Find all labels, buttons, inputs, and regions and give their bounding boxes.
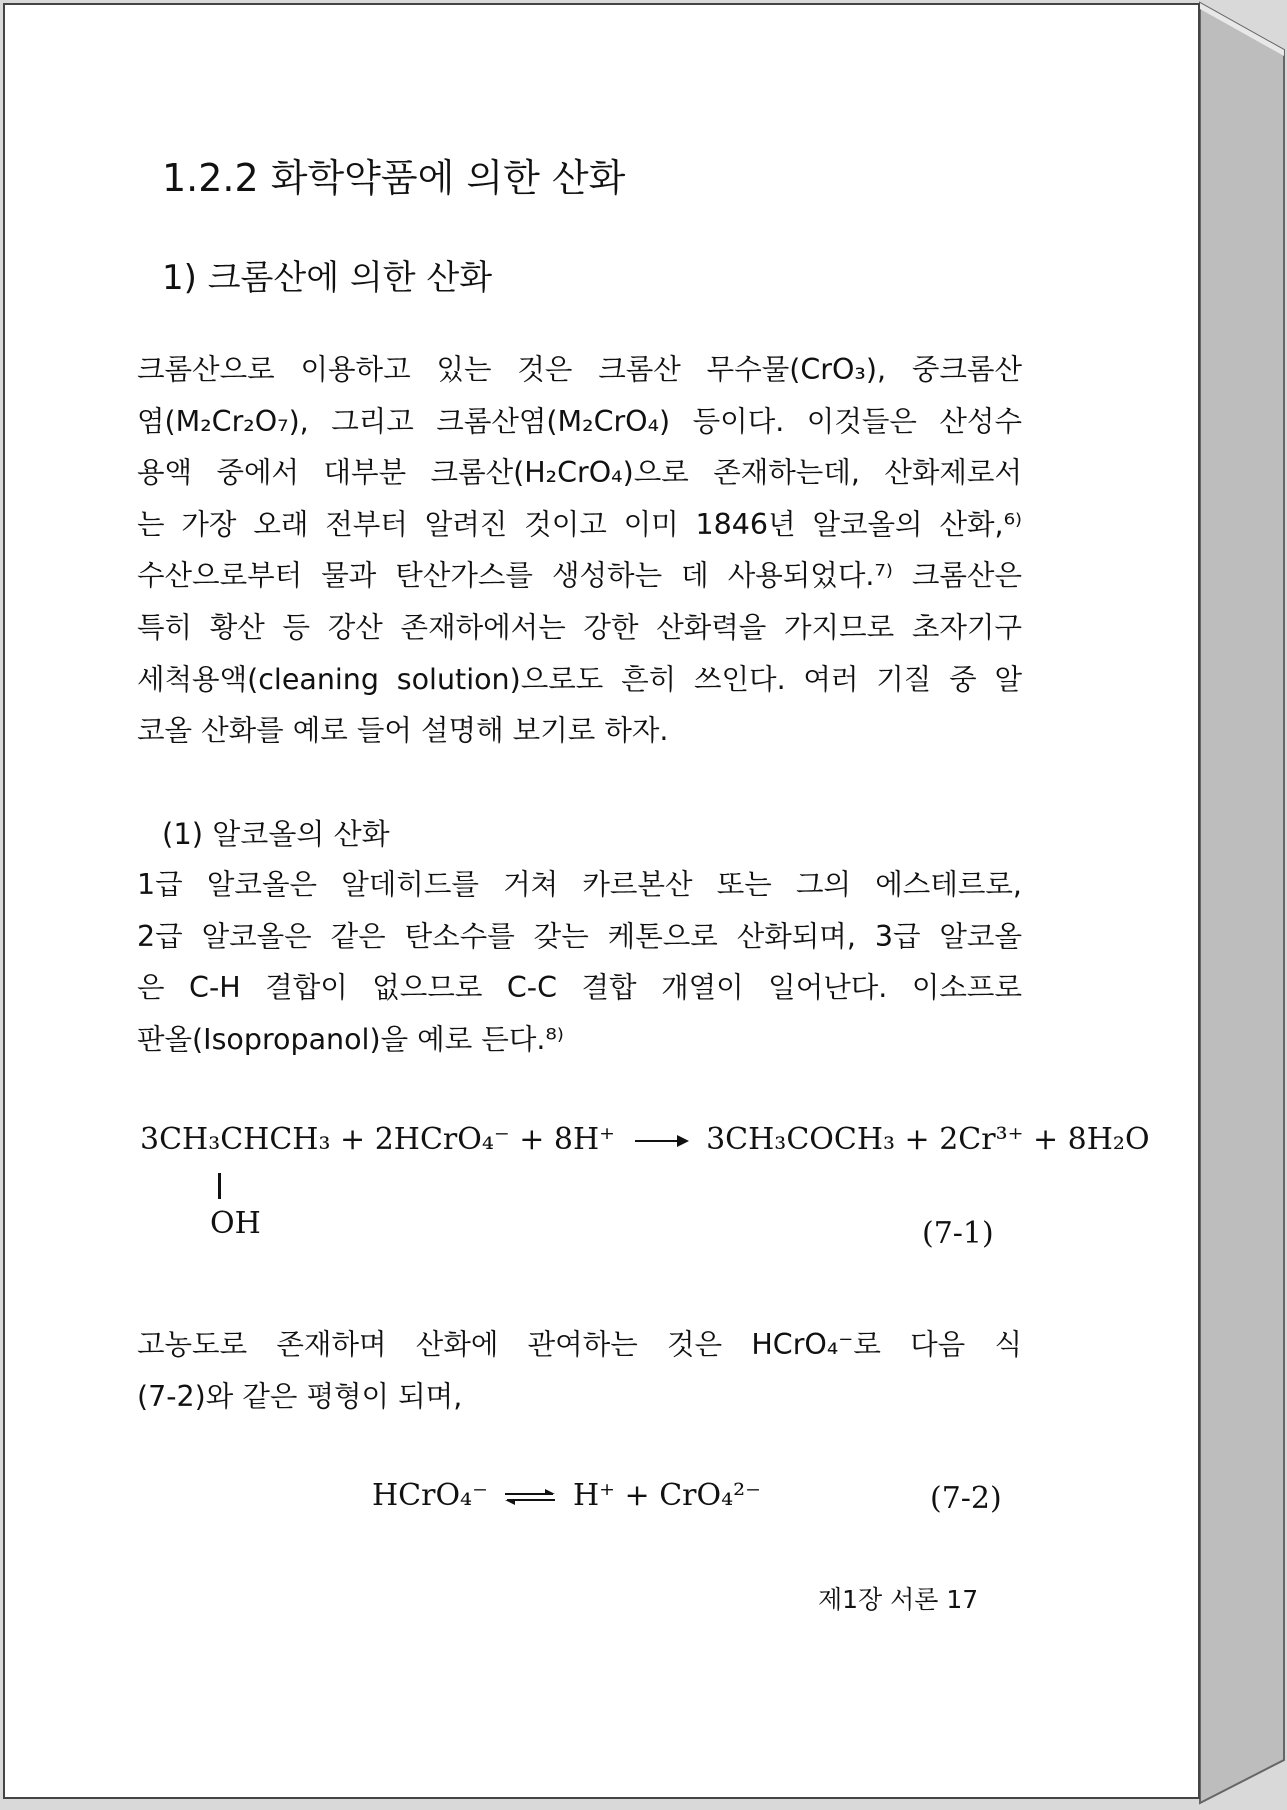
bond-line	[218, 1173, 221, 1199]
equation-left: 3CH₃CHCH₃ + 2HCrO₄⁻ + 8H⁺	[140, 1122, 615, 1157]
item-title: (1) 알코올의 산화	[162, 817, 390, 851]
text-line: 용액 중에서 대부분 크롬산(H₂CrO₄)으로 존재하는데, 산화제로서	[137, 456, 1022, 490]
paragraph-equilibrium	[137, 1319, 1022, 1422]
text-line: 염(M₂Cr₂O₇), 그리고 크롬산염(M₂CrO₄) 등이다. 이것들은 산성수	[137, 404, 1022, 438]
page-footer: 제1장 서론 17	[818, 1585, 979, 1614]
paragraph-chromic-acid	[137, 344, 1022, 757]
text-line: 특히 황산 등 강산 존재하에서는 강한 산화력을 가지므로 초자기구	[137, 610, 1022, 644]
hydroxyl-group: OH	[210, 1206, 261, 1241]
equation-left: HCrO₄⁻	[372, 1478, 488, 1513]
equilibrium-arrow-icon	[503, 1487, 557, 1507]
text-line: 수산으로부터 물과 탄산가스를 생성하는 데 사용되었다.⁷⁾ 크롬산은	[137, 559, 1022, 593]
text-line: 2급 알코올은 같은 탄소수를 갖는 케톤으로 산화되며, 3급 알코올	[137, 919, 1022, 953]
text-line: 판올(Isopropanol)을 예로 든다.⁸⁾	[137, 1022, 564, 1056]
text-line: 크롬산으로 이용하고 있는 것은 크롬산 무수물(CrO₃), 중크롬산	[137, 353, 1022, 386]
equation-right: H⁺ + CrO₄²⁻	[573, 1478, 761, 1513]
paragraph-alcohol-oxidation	[137, 859, 1022, 1065]
text-line: 세척용액(cleaning solution)으로도 흔히 쓰인다. 여러 기질 중 알	[137, 662, 1022, 696]
equation-7-1	[140, 1122, 1150, 1157]
text-line: (7-2)와 같은 평형이 되며,	[137, 1379, 463, 1413]
text-line: 은 C-H 결합이 없으므로 C-C 결합 개열이 일어난다. 이소프로	[137, 971, 1022, 1005]
reaction-arrow	[635, 1140, 687, 1142]
section-title: 1.2.2 화학약품에 의한 산화	[162, 156, 626, 200]
text-line: 코올 산화를 예로 들어 설명해 보기로 하자.	[137, 714, 669, 748]
equation-number-7-2: (7-2)	[930, 1481, 1002, 1516]
text-line: 고농도로 존재하며 산화에 관여하는 것은 HCrO₄⁻로 다음 식	[137, 1328, 1022, 1361]
equation-7-2	[372, 1478, 761, 1513]
text-line: 1급 알코올은 알데히드를 거쳐 카르본산 또는 그의 에스테르로,	[137, 868, 1022, 901]
equation-number-7-1: (7-1)	[922, 1216, 994, 1251]
subsection-title: 1) 크롬산에 의한 산화	[162, 258, 493, 298]
equation-right: 3CH₃COCH₃ + 2Cr³⁺ + 8H₂O	[706, 1122, 1150, 1157]
text-line: 는 가장 오래 전부터 알려진 것이고 이미 1846년 알코올의 산화,⁶⁾	[137, 507, 1022, 541]
